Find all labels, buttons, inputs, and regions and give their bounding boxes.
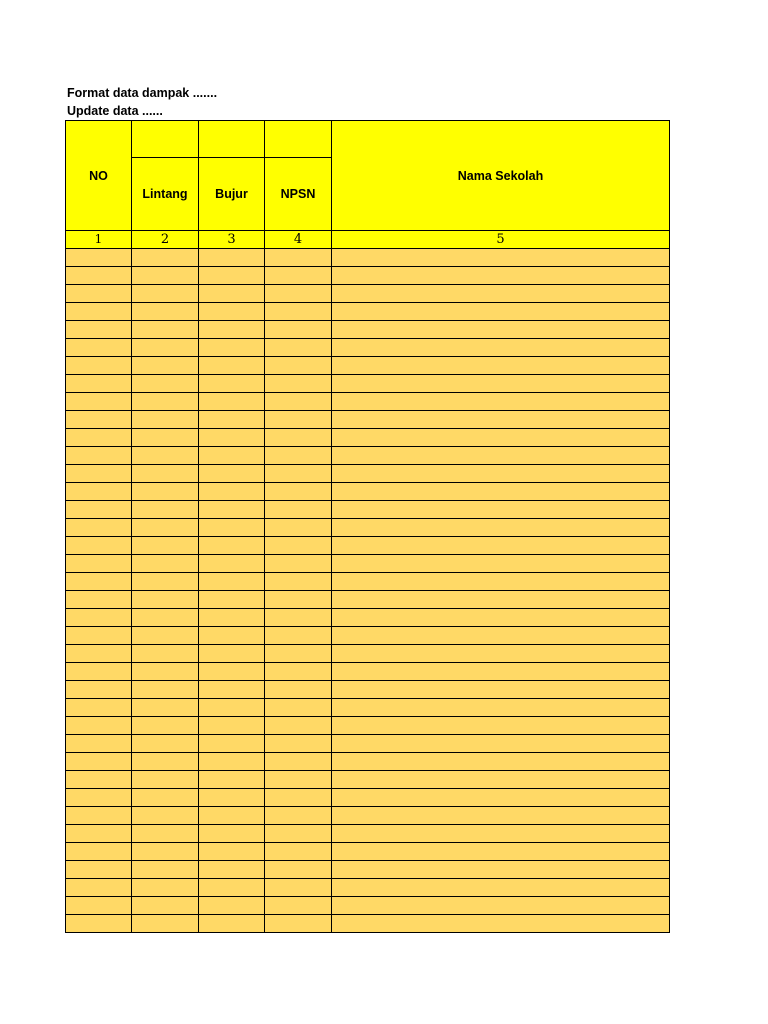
table-cell[interactable] (332, 393, 670, 411)
table-cell[interactable] (66, 753, 132, 771)
table-cell[interactable] (265, 699, 332, 717)
table-cell[interactable] (199, 735, 265, 753)
table-cell[interactable] (332, 789, 670, 807)
table-cell[interactable] (199, 699, 265, 717)
table-cell[interactable] (132, 357, 199, 375)
table-row (66, 555, 670, 573)
header-nama-sekolah[interactable]: Nama Sekolah (332, 121, 670, 231)
table-cell[interactable] (199, 681, 265, 699)
update-title: Update data ...... (67, 104, 163, 118)
table-cell[interactable] (199, 483, 265, 501)
table-row (66, 249, 670, 267)
header-lintang[interactable]: Lintang (132, 158, 199, 231)
table-cell[interactable] (132, 915, 199, 933)
column-number-row (66, 231, 670, 249)
table-cell[interactable] (66, 519, 132, 537)
table-cell[interactable] (132, 447, 199, 465)
table-cell[interactable] (332, 285, 670, 303)
table-cell[interactable] (132, 393, 199, 411)
table-cell[interactable] (265, 681, 332, 699)
table-cell[interactable] (66, 771, 132, 789)
table-cell[interactable] (199, 375, 265, 393)
table-row (66, 861, 670, 879)
table-cell[interactable] (199, 825, 265, 843)
table-cell[interactable] (265, 285, 332, 303)
table-cell[interactable] (199, 411, 265, 429)
table-row (66, 447, 670, 465)
table-cell[interactable] (265, 537, 332, 555)
table-row (66, 807, 670, 825)
table-cell[interactable] (66, 591, 132, 609)
table-cell[interactable] (132, 609, 199, 627)
table-cell[interactable] (66, 411, 132, 429)
table-cell[interactable] (199, 519, 265, 537)
table-cell[interactable] (332, 879, 670, 897)
table-cell[interactable] (66, 789, 132, 807)
table-cell[interactable] (66, 465, 132, 483)
table-cell[interactable] (332, 555, 670, 573)
table-row (66, 735, 670, 753)
table-cell[interactable] (199, 285, 265, 303)
table-cell[interactable] (66, 537, 132, 555)
table-cell[interactable] (132, 825, 199, 843)
header-blank-cell[interactable] (132, 121, 199, 158)
header-npsn[interactable]: NPSN (265, 158, 332, 231)
table-header (66, 121, 670, 249)
table-cell[interactable] (66, 339, 132, 357)
table-cell[interactable] (265, 609, 332, 627)
header-blank-cell[interactable] (199, 121, 265, 158)
table-cell[interactable] (332, 843, 670, 861)
table-cell[interactable] (332, 249, 670, 267)
table-cell[interactable] (332, 573, 670, 591)
table-cell[interactable] (332, 915, 670, 933)
table-cell[interactable] (265, 411, 332, 429)
table-cell[interactable] (66, 681, 132, 699)
table-cell[interactable] (332, 411, 670, 429)
table-cell[interactable] (66, 879, 132, 897)
table-cell[interactable] (132, 411, 199, 429)
table-cell[interactable] (199, 645, 265, 663)
table-cell[interactable] (265, 591, 332, 609)
table-cell[interactable] (199, 393, 265, 411)
table-cell[interactable] (66, 627, 132, 645)
table-cell[interactable] (66, 897, 132, 915)
table-cell[interactable] (132, 789, 199, 807)
table-cell[interactable] (265, 897, 332, 915)
table-cell[interactable] (66, 393, 132, 411)
table-cell[interactable] (199, 627, 265, 645)
table-cell[interactable] (199, 555, 265, 573)
table-cell[interactable] (132, 537, 199, 555)
table-cell[interactable] (332, 537, 670, 555)
table-cell[interactable] (66, 825, 132, 843)
table-cell[interactable] (265, 429, 332, 447)
table-cell[interactable] (132, 861, 199, 879)
table-cell[interactable] (332, 771, 670, 789)
table-cell[interactable] (332, 591, 670, 609)
table-row (66, 393, 670, 411)
table-cell[interactable] (332, 735, 670, 753)
table-cell[interactable] (265, 915, 332, 933)
table-row (66, 699, 670, 717)
table-row (66, 357, 670, 375)
table-cell[interactable] (132, 717, 199, 735)
table-cell[interactable] (265, 735, 332, 753)
table-row (66, 501, 670, 519)
table-cell[interactable] (66, 357, 132, 375)
table-cell[interactable] (66, 843, 132, 861)
table-cell[interactable] (332, 429, 670, 447)
table-cell[interactable] (332, 681, 670, 699)
table-cell[interactable] (132, 771, 199, 789)
table-cell[interactable] (132, 807, 199, 825)
table-cell[interactable] (199, 609, 265, 627)
table-cell[interactable] (66, 735, 132, 753)
table-cell[interactable] (265, 555, 332, 573)
table-cell[interactable] (332, 627, 670, 645)
table-row (66, 825, 670, 843)
table-cell[interactable] (332, 483, 670, 501)
table-cell[interactable] (132, 249, 199, 267)
table-cell[interactable] (265, 321, 332, 339)
table-cell[interactable] (265, 339, 332, 357)
table-cell[interactable] (199, 573, 265, 591)
table-row (66, 267, 670, 285)
table-cell[interactable] (66, 555, 132, 573)
table-cell[interactable] (66, 699, 132, 717)
table-row (66, 303, 670, 321)
table-cell[interactable] (132, 699, 199, 717)
table-cell[interactable] (332, 861, 670, 879)
header-no[interactable]: NO (66, 121, 132, 231)
table-cell[interactable] (199, 447, 265, 465)
table-cell[interactable] (132, 285, 199, 303)
table-cell[interactable] (199, 771, 265, 789)
table-cell[interactable] (199, 267, 265, 285)
sheet-titles (67, 84, 217, 120)
table-cell[interactable] (199, 429, 265, 447)
table-cell[interactable] (265, 483, 332, 501)
table-row (66, 519, 670, 537)
table-row (66, 591, 670, 609)
table-cell[interactable] (265, 717, 332, 735)
table-cell[interactable] (66, 807, 132, 825)
table-row (66, 465, 670, 483)
table-cell[interactable] (199, 807, 265, 825)
table-cell[interactable] (132, 519, 199, 537)
table-cell[interactable] (265, 501, 332, 519)
table-cell[interactable] (132, 465, 199, 483)
table-cell[interactable] (265, 627, 332, 645)
table-cell[interactable] (332, 825, 670, 843)
table-cell[interactable] (66, 285, 132, 303)
table-cell[interactable] (132, 681, 199, 699)
table-cell[interactable] (132, 303, 199, 321)
table-cell[interactable] (132, 501, 199, 519)
table-cell[interactable] (199, 501, 265, 519)
table-cell[interactable] (265, 357, 332, 375)
table-cell[interactable] (332, 375, 670, 393)
table-cell[interactable] (66, 321, 132, 339)
table-cell[interactable] (265, 843, 332, 861)
table-cell[interactable] (265, 303, 332, 321)
table-cell[interactable] (332, 303, 670, 321)
table-cell[interactable] (332, 339, 670, 357)
table-cell[interactable] (66, 429, 132, 447)
table-cell[interactable] (132, 645, 199, 663)
format-title: Format data dampak ....... (67, 86, 218, 100)
table-cell[interactable] (265, 807, 332, 825)
table-cell[interactable] (66, 861, 132, 879)
table-cell[interactable] (199, 753, 265, 771)
table-cell[interactable] (132, 591, 199, 609)
table-cell[interactable] (332, 645, 670, 663)
table-cell[interactable] (132, 573, 199, 591)
table-cell[interactable] (132, 375, 199, 393)
table-cell[interactable] (332, 609, 670, 627)
table-cell[interactable] (265, 393, 332, 411)
table-cell[interactable] (199, 897, 265, 915)
table-cell[interactable] (199, 339, 265, 357)
table-cell[interactable] (332, 807, 670, 825)
table-cell[interactable] (66, 249, 132, 267)
table-cell[interactable] (132, 897, 199, 915)
header-bujur[interactable]: Bujur (199, 158, 265, 231)
table-row (66, 483, 670, 501)
table-row (66, 645, 670, 663)
table-row (66, 771, 670, 789)
table-row (66, 285, 670, 303)
column-number[interactable]: 2 (132, 231, 199, 249)
table-cell[interactable] (265, 267, 332, 285)
table-cell[interactable] (132, 753, 199, 771)
table-row (66, 681, 670, 699)
table-cell[interactable] (66, 573, 132, 591)
table-cell[interactable] (332, 699, 670, 717)
table-cell[interactable] (199, 843, 265, 861)
column-number[interactable]: 3 (199, 231, 265, 249)
table-cell[interactable] (199, 303, 265, 321)
table-row (66, 321, 670, 339)
table-cell[interactable] (66, 915, 132, 933)
column-number[interactable]: 4 (265, 231, 332, 249)
table-cell[interactable] (66, 303, 132, 321)
table-row (66, 915, 670, 933)
table-cell[interactable] (265, 519, 332, 537)
table-cell[interactable] (132, 555, 199, 573)
table-row (66, 573, 670, 591)
table-cell[interactable] (265, 447, 332, 465)
table-cell[interactable] (332, 321, 670, 339)
data-table (65, 120, 670, 933)
table-row (66, 843, 670, 861)
table-cell[interactable] (332, 267, 670, 285)
table-cell[interactable] (265, 861, 332, 879)
table-cell[interactable] (332, 447, 670, 465)
table-cell[interactable] (199, 591, 265, 609)
table-cell[interactable] (265, 465, 332, 483)
table-body (66, 249, 670, 933)
table-cell[interactable] (199, 879, 265, 897)
table-cell[interactable] (66, 267, 132, 285)
table-cell[interactable] (66, 447, 132, 465)
table-cell[interactable] (132, 339, 199, 357)
table-row (66, 753, 670, 771)
table-cell[interactable] (199, 537, 265, 555)
table-row (66, 375, 670, 393)
table-cell[interactable] (132, 879, 199, 897)
table-cell[interactable] (332, 501, 670, 519)
table-cell[interactable] (66, 645, 132, 663)
table-cell[interactable] (132, 663, 199, 681)
table-cell[interactable] (332, 519, 670, 537)
table-cell[interactable] (265, 753, 332, 771)
table-row (66, 429, 670, 447)
column-number[interactable]: 1 (66, 231, 132, 249)
table-cell[interactable] (66, 717, 132, 735)
table-cell[interactable] (265, 249, 332, 267)
table-cell[interactable] (265, 771, 332, 789)
table-cell[interactable] (132, 321, 199, 339)
table-cell[interactable] (132, 483, 199, 501)
table-cell[interactable] (132, 627, 199, 645)
table-cell[interactable] (265, 375, 332, 393)
table-cell[interactable] (199, 861, 265, 879)
table-row (66, 627, 670, 645)
table-cell[interactable] (265, 573, 332, 591)
table-cell[interactable] (132, 735, 199, 753)
table-cell[interactable] (332, 663, 670, 681)
table-cell[interactable] (265, 789, 332, 807)
table-cell[interactable] (132, 429, 199, 447)
table-cell[interactable] (199, 717, 265, 735)
table-cell[interactable] (132, 843, 199, 861)
table-cell[interactable] (132, 267, 199, 285)
table-cell[interactable] (199, 249, 265, 267)
table-row (66, 879, 670, 897)
table-cell[interactable] (199, 357, 265, 375)
table-row (66, 411, 670, 429)
table-cell[interactable] (332, 897, 670, 915)
table-row (66, 609, 670, 627)
table-cell[interactable] (66, 501, 132, 519)
table-cell[interactable] (332, 465, 670, 483)
table-cell[interactable] (66, 483, 132, 501)
table-cell[interactable] (332, 717, 670, 735)
table-cell[interactable] (265, 825, 332, 843)
table-row (66, 339, 670, 357)
table-row (66, 537, 670, 555)
table-cell[interactable] (66, 609, 132, 627)
table-cell[interactable] (265, 879, 332, 897)
table-row (66, 897, 670, 915)
header-blank-cell[interactable] (265, 121, 332, 158)
table-row (66, 717, 670, 735)
table-cell[interactable] (199, 663, 265, 681)
table-row (66, 663, 670, 681)
table-cell[interactable] (199, 789, 265, 807)
table-cell[interactable] (265, 663, 332, 681)
table-cell[interactable] (332, 357, 670, 375)
table-cell[interactable] (199, 321, 265, 339)
table-row (66, 789, 670, 807)
column-number[interactable]: 5 (332, 231, 670, 249)
table-cell[interactable] (332, 753, 670, 771)
table-cell[interactable] (199, 915, 265, 933)
table-cell[interactable] (199, 465, 265, 483)
table-cell[interactable] (265, 645, 332, 663)
table-cell[interactable] (66, 375, 132, 393)
table-cell[interactable] (66, 663, 132, 681)
